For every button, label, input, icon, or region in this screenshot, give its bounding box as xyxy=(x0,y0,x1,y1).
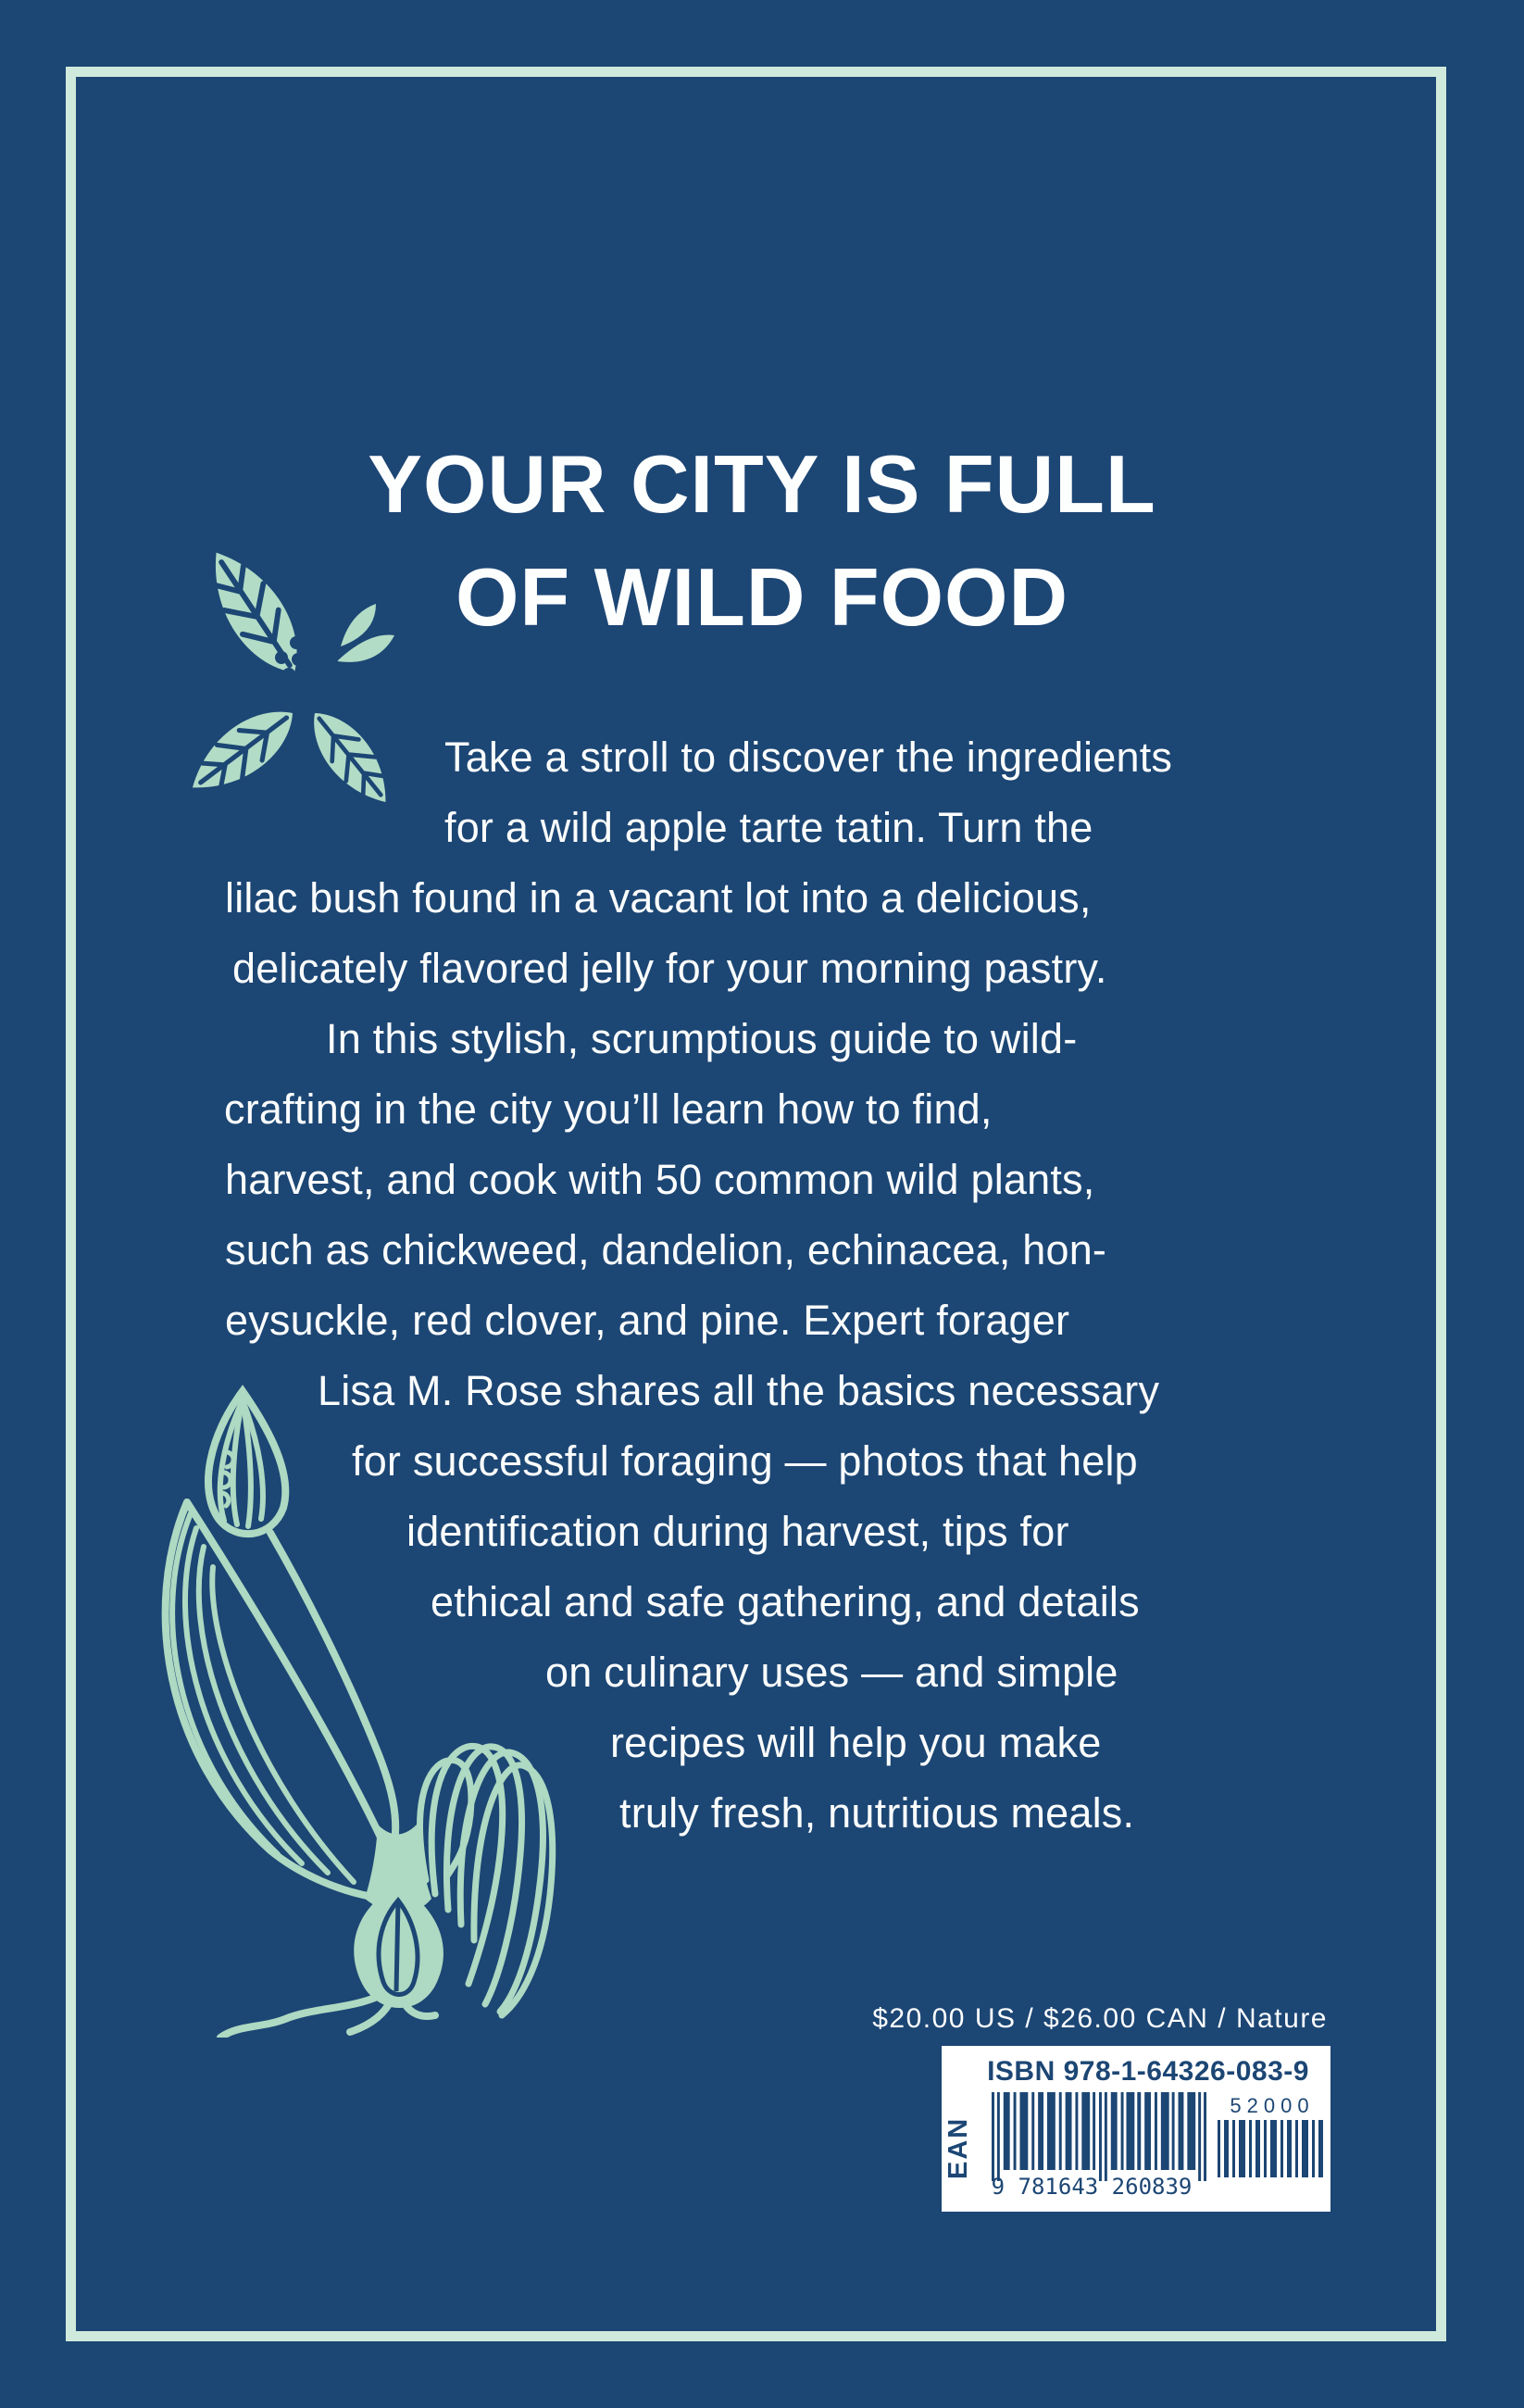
ean13-barcode xyxy=(992,2092,1206,2181)
description-line: on culinary uses — and simple xyxy=(545,1649,1118,1696)
description-line: identification during harvest, tips for xyxy=(406,1508,1069,1555)
description-line: for a wild apple tarte tatin. Turn the xyxy=(444,804,1093,851)
ean-label: EAN xyxy=(943,2116,973,2179)
description-line: lilac bush found in a vacant lot into a delicious, xyxy=(225,874,1092,922)
description-line: ethical and safe gathering, and details xyxy=(431,1578,1140,1625)
headline-line-2: OF WILD FOOD xyxy=(455,551,1069,643)
description-line: recipes will help you make xyxy=(610,1719,1102,1766)
description-line: In this stylish, scrumptious guide to wild- xyxy=(326,1015,1078,1062)
isbn-number: ISBN 978-1-64326-083-9 xyxy=(987,2056,1309,2087)
description-text xyxy=(0,722,1524,1849)
description-line: truly fresh, nutritious meals. xyxy=(619,1789,1135,1837)
description-line: delicately flavored jelly for your morning pastry. xyxy=(232,945,1107,992)
barcode-digits: 9 781643 260839 xyxy=(991,2174,1193,2200)
description-line: harvest, and cook with 50 common wild plants, xyxy=(225,1156,1095,1203)
headline-line-1: YOUR CITY IS FULL xyxy=(368,438,1156,530)
description-line: such as chickweed, dandelion, echinacea, hon- xyxy=(225,1226,1107,1273)
addon-digits: 52000 xyxy=(1230,2094,1315,2117)
description-line: Lisa M. Rose shares all the basics necessary xyxy=(318,1367,1160,1414)
price-addon-barcode xyxy=(1218,2120,1325,2177)
description-line: eysuckle, red clover, and pine. Expert forager xyxy=(225,1297,1070,1344)
description-line: for successful foraging — photos that help xyxy=(352,1437,1138,1485)
description-line: crafting in the city you’ll learn how to find, xyxy=(224,1085,993,1133)
barcode-block xyxy=(942,2046,1330,2212)
description-line: Take a stroll to discover the ingredients xyxy=(444,734,1173,781)
price-category-line: $20.00 US / $26.00 CAN / Nature xyxy=(872,2003,1328,2034)
